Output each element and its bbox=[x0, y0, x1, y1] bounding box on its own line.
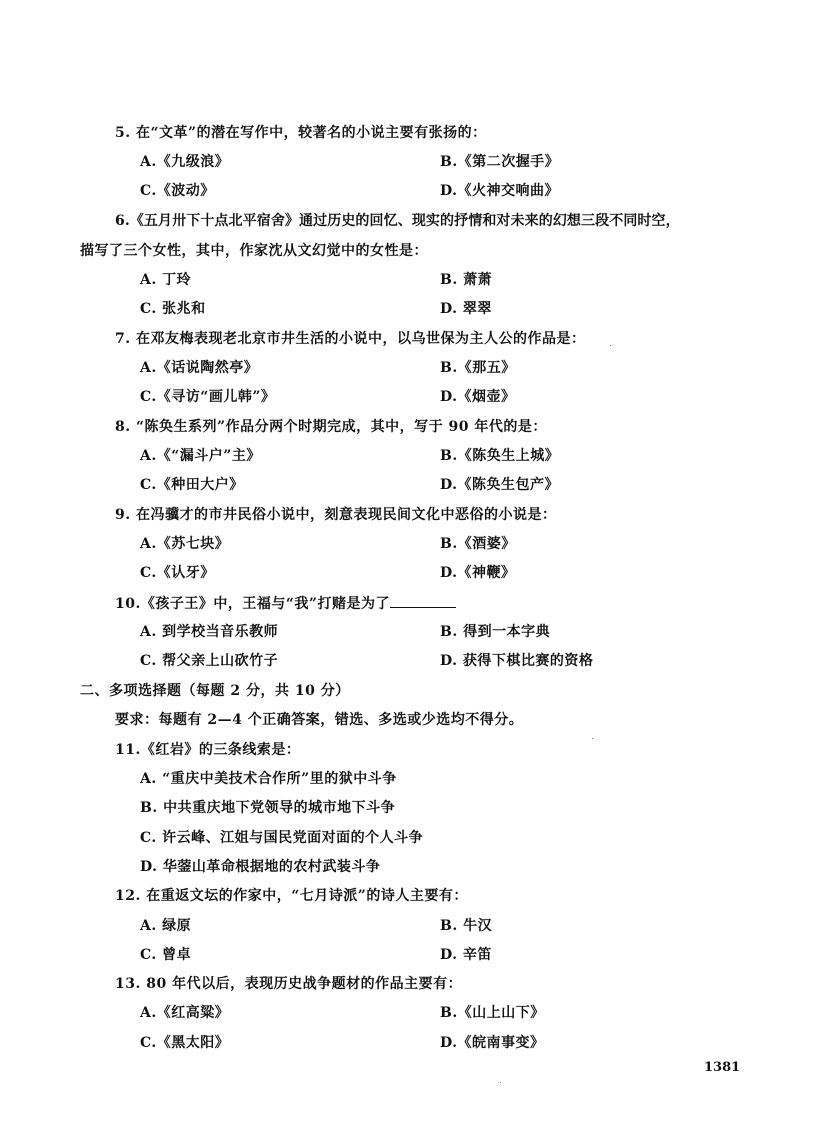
section-2-title: 二、多项选择题（每题 2 分，共 10 分） bbox=[80, 683, 350, 699]
question-7-option-b: B.《那五》 bbox=[440, 360, 516, 376]
question-5-stem: 5. 在“文革”的潜在写作中，较著名的小说主要有张扬的： bbox=[115, 125, 487, 141]
scan-speck bbox=[500, 1082, 501, 1083]
question-7-stem: 7. 在邓友梅表现老北京市井生活的小说中，以乌世保为主人公的作品是： bbox=[115, 331, 586, 347]
question-9-option-d: D.《神鞭》 bbox=[440, 565, 516, 581]
question-13-option-d: D.《皖南事变》 bbox=[440, 1035, 545, 1051]
question-9-option-b: B.《酒婆》 bbox=[440, 536, 516, 552]
question-10-line bbox=[115, 593, 456, 614]
section-2-instruction: 要求：每题有 2—4 个正确答案，错选、多选或少选均不得分。 bbox=[115, 712, 524, 728]
question-11-option-b: B. 中共重庆地下党领导的城市地下斗争 bbox=[140, 800, 396, 816]
question-11-option-a: A. “重庆中美技术合作所”里的狱中斗争 bbox=[140, 771, 397, 787]
question-11-stem: 11.《红岩》的三条线索是： bbox=[115, 742, 301, 758]
answer-blank bbox=[390, 593, 456, 608]
question-8-option-a: A.《“漏斗户”主》 bbox=[140, 448, 261, 464]
question-8-option-d: D.《陈奂生包产》 bbox=[440, 477, 560, 493]
question-11-option-d: D. 华蓥山革命根据地的农村武装斗争 bbox=[140, 859, 381, 875]
question-7-option-d: D.《烟壶》 bbox=[440, 389, 516, 405]
question-6-stem-line1: 6.《五月卅下十点北平宿舍》通过历史的回忆、现实的抒情和对未来的幻想三段不同时空， bbox=[115, 213, 680, 229]
question-5-option-a: A.《九级浪》 bbox=[140, 154, 230, 170]
scan-speck bbox=[592, 738, 593, 739]
question-7-option-c: C.《寻访“画儿韩”》 bbox=[140, 389, 276, 405]
question-5-option-b: B.《第二次握手》 bbox=[440, 154, 560, 170]
question-8-stem: 8. “陈奂生系列”作品分两个时期完成，其中，写于 90 年代的是： bbox=[115, 419, 547, 435]
question-13-option-a: A.《红高粱》 bbox=[140, 1005, 230, 1021]
question-10-option-c: C. 帮父亲上山砍竹子 bbox=[140, 653, 279, 669]
question-10-option-b: B. 得到一本字典 bbox=[440, 624, 551, 640]
page-number: 1381 bbox=[704, 1060, 741, 1075]
scan-speck bbox=[610, 345, 611, 346]
question-12-option-d: D. 辛笛 bbox=[440, 947, 492, 963]
question-12-option-b: B. 牛汉 bbox=[440, 918, 493, 934]
question-10-option-a: A. 到学校当音乐教师 bbox=[140, 624, 279, 640]
question-12-option-a: A. 绿原 bbox=[140, 918, 192, 934]
question-9-option-a: A.《苏七块》 bbox=[140, 536, 230, 552]
question-5-option-d: D.《火神交响曲》 bbox=[440, 183, 560, 199]
question-5-option-c: C.《波动》 bbox=[140, 183, 215, 199]
question-9-option-c: C.《认牙》 bbox=[140, 565, 215, 581]
question-6-option-b: B. 萧萧 bbox=[440, 272, 493, 288]
question-6-option-c: C. 张兆和 bbox=[140, 301, 206, 317]
question-12-stem: 12. 在重返文坛的作家中，“七月诗派”的诗人主要有： bbox=[115, 888, 468, 904]
question-13-option-b: B.《山上山下》 bbox=[440, 1005, 545, 1021]
question-6-option-a: A. 丁玲 bbox=[140, 272, 192, 288]
question-7-option-a: A.《话说陶然亭》 bbox=[140, 360, 259, 376]
question-10-option-d: D. 获得下棋比赛的资格 bbox=[440, 653, 594, 669]
question-9-stem: 9. 在冯骥才的市井民俗小说中，刻意表现民间文化中恶俗的小说是： bbox=[115, 507, 557, 523]
question-11-option-c: C. 许云峰、江姐与国民党面对面的个人斗争 bbox=[140, 830, 424, 846]
question-8-option-c: C.《种田大户》 bbox=[140, 477, 244, 493]
question-10-stem: 10.《孩子王》中，王福与“我”打赌是为了 bbox=[115, 596, 390, 612]
question-6-option-d: D. 翠翠 bbox=[440, 301, 492, 317]
question-12-option-c: C. 曾卓 bbox=[140, 947, 192, 963]
question-13-option-c: C.《黑太阳》 bbox=[140, 1035, 230, 1051]
question-6-stem-line2: 描写了三个女性，其中，作家沈从文幻觉中的女性是： bbox=[80, 243, 428, 259]
question-8-option-b: B.《陈奂生上城》 bbox=[440, 448, 560, 464]
question-13-stem: 13. 80 年代以后，表现历史战争题材的作品主要有： bbox=[115, 976, 463, 992]
